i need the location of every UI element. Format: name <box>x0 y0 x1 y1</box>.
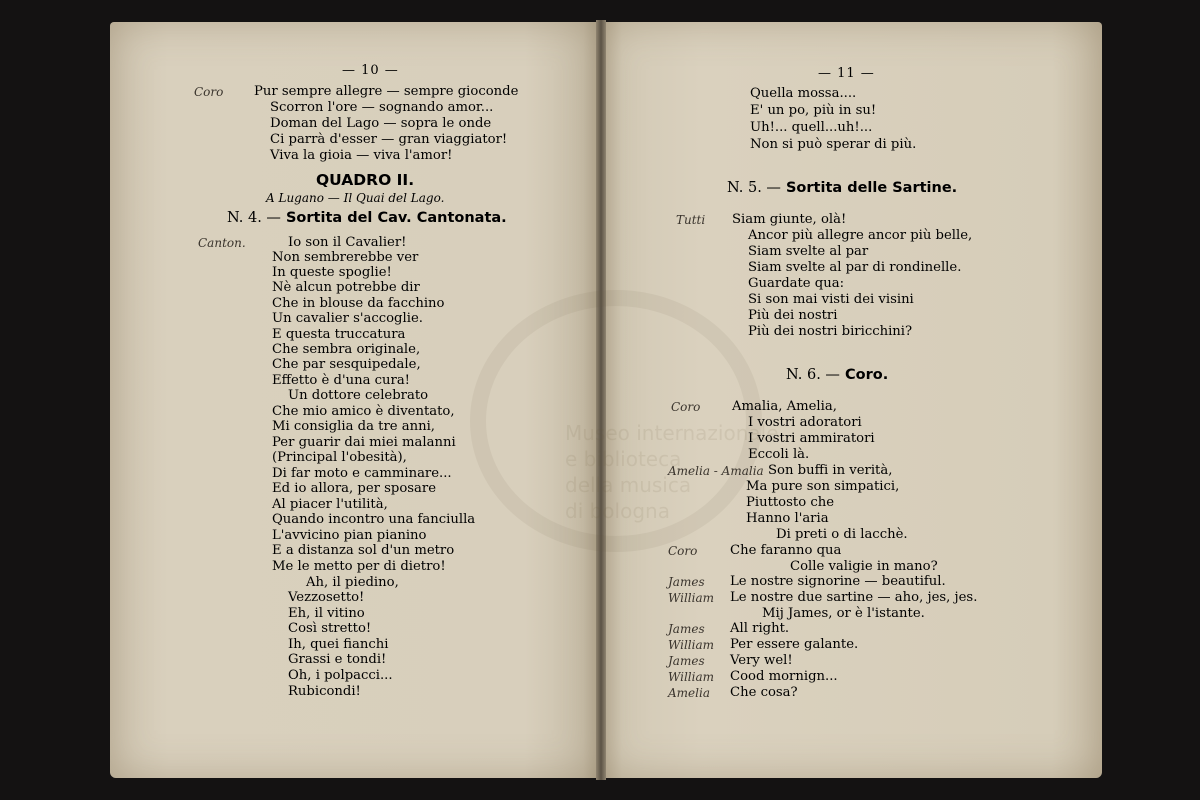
dialogue-line: Per essere galante. <box>730 637 859 652</box>
number-heading-4 <box>227 210 507 226</box>
verse-line: Più dei nostri biricchini? <box>748 324 913 339</box>
speaker-coro: Coro <box>668 544 698 558</box>
dialogue-line: Cood mornign... <box>730 669 838 684</box>
verse-line: Pur sempre allegre — sempre gioconde <box>254 84 519 99</box>
dialogue-line: Mij James, or è l'istante. <box>762 606 925 621</box>
speaker-canton: Canton. <box>198 236 246 250</box>
heading-number: N. 4. — <box>227 210 281 226</box>
verse-line: Siam giunte, olà! <box>732 212 847 227</box>
verse-line: Eh, il vitino <box>288 606 365 621</box>
dialogue-line: All right. <box>730 621 790 636</box>
verse-line: Si son mai visti dei visini <box>748 292 914 307</box>
speaker-james: James <box>668 575 705 589</box>
speaker-william: William <box>668 670 715 684</box>
speaker-james: James <box>668 654 705 668</box>
verse-line: Che in blouse da facchino <box>272 296 445 311</box>
speaker-amelia: Amelia <box>668 686 710 700</box>
verse-line: Ed io allora, per sposare <box>272 481 437 496</box>
verse-line: In queste spoglie! <box>272 265 392 280</box>
verse-line: Non si può sperar di più. <box>750 137 917 152</box>
verse-line: Guardate qua: <box>748 276 845 291</box>
verse-line: E questa truccatura <box>272 327 406 342</box>
verse-line: Grassi e tondi! <box>288 652 387 667</box>
verse-line: Un cavalier s'accoglie. <box>272 311 423 326</box>
verse-line: E' un po, più in su! <box>750 103 877 118</box>
verse-line: Me le metto per di dietro! <box>272 559 446 574</box>
dialogue-line: Very wel! <box>730 653 793 668</box>
quadro-title: QUADRO II. <box>316 171 415 189</box>
dialogue-line: Che cosa? <box>730 685 798 700</box>
dialogue-line: Colle valigie in mano? <box>790 559 938 574</box>
verse-line: L'avvicino pian pianino <box>272 528 427 543</box>
verse-line: Ci parrà d'esser — gran viaggiator! <box>270 132 508 147</box>
dialogue-line: Le nostre due sartine — aho, jes, jes. <box>730 590 978 605</box>
dialogue-line: I vostri adoratori <box>748 415 862 430</box>
quadro-subtitle: A Lugano — Il Quai del Lago. <box>266 191 445 205</box>
verse-line: Vezzosetto! <box>288 590 365 605</box>
verse-line: Rubicondi! <box>288 684 361 699</box>
verse-line: Per guarir dai miei malanni <box>272 435 456 450</box>
verse-line: Quando incontro una fanciulla <box>272 512 476 527</box>
speaker-james: James <box>668 622 705 636</box>
speaker-coro: Coro <box>194 85 224 99</box>
verse-line: (Principal l'obesità), <box>272 450 407 465</box>
verse-line: E a distanza sol d'un metro <box>272 543 455 558</box>
verse-line: Ancor più allegre ancor più belle, <box>748 228 973 243</box>
verse-line: Io son il Cavalier! <box>288 235 407 250</box>
dialogue-line: Le nostre signorine — beautiful. <box>730 574 946 589</box>
page-number-right: — 11 — <box>818 66 875 81</box>
watermark-text: Museo internazionale e biblioteca della musica di bologna <box>565 421 779 523</box>
verse-line: Oh, i polpacci... <box>288 668 393 683</box>
dialogue-line: Ma pure son simpatici, <box>746 479 900 494</box>
speaker-william: William <box>668 591 715 605</box>
speaker-tutti: Tutti <box>676 213 706 227</box>
heading-number: N. 6. — <box>786 367 840 383</box>
dialogue-line: Eccoli là. <box>748 447 810 462</box>
speaker-william: William <box>668 638 715 652</box>
verse-line: Scorron l'ore — sognando amor... <box>270 100 494 115</box>
verse-line: Quella mossa.... <box>750 86 857 101</box>
verse-line: Che par sesquipedale, <box>272 357 421 372</box>
dialogue-line: Son buffi in verità, <box>768 463 893 478</box>
dialogue-line: Amalia, Amelia, <box>732 399 837 414</box>
dialogue-line: Hanno l'aria <box>746 511 829 526</box>
verse-line: Che sembra originale, <box>272 342 421 357</box>
page-number-left: — 10 — <box>342 63 399 78</box>
verse-line: Così stretto! <box>288 621 372 636</box>
dialogue-line: Piuttosto che <box>746 495 835 510</box>
verse-line: Ih, quei fianchi <box>288 637 389 652</box>
heading-title: Coro. <box>844 367 889 383</box>
verse-line: Non sembrerebbe ver <box>272 250 419 265</box>
verse-line: Siam svelte al par di rondinelle. <box>748 260 962 275</box>
number-heading-5 <box>727 180 957 196</box>
verse-line: Effetto è d'una cura! <box>272 373 410 388</box>
verse-line: Ah, il piedino, <box>306 575 399 590</box>
verse-line: Di far moto e camminare... <box>272 466 452 481</box>
verse-line: Un dottore celebrato <box>288 388 429 403</box>
verse-line: Viva la gioia — viva l'amor! <box>270 148 453 163</box>
verse-line: Più dei nostri <box>748 308 838 323</box>
verse-line: Mi consiglia da tre anni, <box>272 419 436 434</box>
verse-line: Che mio amico è diventato, <box>272 404 455 419</box>
speaker-amelia-amalia: Amelia - Amalia <box>668 464 764 478</box>
verse-line: Nè alcun potrebbe dir <box>272 280 420 295</box>
verse-line: Siam svelte al par <box>748 244 869 259</box>
heading-number: N. 5. — <box>727 180 781 196</box>
heading-title: Sortita delle Sartine. <box>785 180 958 196</box>
speaker-coro: Coro <box>671 400 701 414</box>
dialogue-line: Che faranno qua <box>730 543 842 558</box>
verse-line: Uh!... quell...uh!... <box>750 120 873 135</box>
number-heading-6 <box>786 367 888 383</box>
dialogue-line: Di preti o di lacchè. <box>776 527 908 542</box>
dialogue-line: I vostri ammiratori <box>748 431 875 446</box>
verse-line: Doman del Lago — sopra le onde <box>270 116 492 131</box>
heading-title: Sortita del Cav. Cantonata. <box>285 210 507 226</box>
verse-line: Al piacer l'utilità, <box>272 497 388 512</box>
